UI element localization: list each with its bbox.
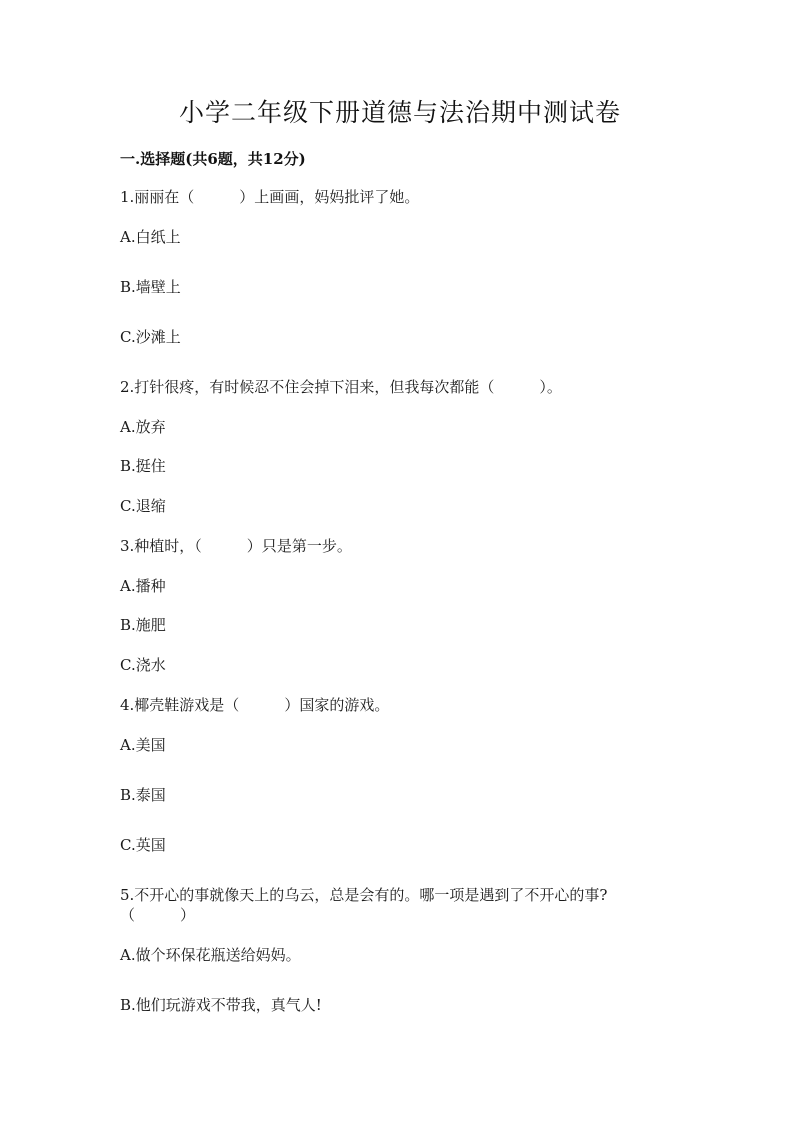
question-2-option-a: A.放弃 xyxy=(120,418,166,436)
question-5-option-a: A.做个环保花瓶送给妈妈。 xyxy=(120,946,301,964)
question-1-option-a: A.白纸上 xyxy=(120,228,181,246)
question-1-option-c: C.沙滩上 xyxy=(120,328,181,346)
question-4-stem: 4.椰壳鞋游戏是（ ）国家的游戏。 xyxy=(120,696,390,714)
question-2-option-c: C.退缩 xyxy=(120,497,166,515)
question-4-option-c: C.英国 xyxy=(120,836,166,854)
question-5-stem-continuation: （ ） xyxy=(120,906,196,924)
question-5-stem: 5.不开心的事就像天上的乌云，总是会有的。哪一项是遇到了不开心的事? xyxy=(120,886,608,904)
question-2-stem: 2.打针很疼，有时候忍不住会掉下泪来，但我每次都能（ ）。 xyxy=(120,378,562,396)
question-1-stem: 1.丽丽在（ ）上画画，妈妈批评了她。 xyxy=(120,188,420,206)
question-1-option-b: B.墙壁上 xyxy=(120,278,181,296)
question-3-option-c: C.浇水 xyxy=(120,656,166,674)
question-4-option-b: B.泰国 xyxy=(120,786,166,804)
page-title: 小学二年级下册道德与法治期中测试卷 xyxy=(178,98,621,127)
question-5-option-b: B.他们玩游戏不带我，真气人! xyxy=(120,996,322,1014)
section-heading: 一.选择题(共6题，共12分) xyxy=(120,150,306,168)
question-2-option-b: B.挺住 xyxy=(120,457,166,475)
question-3-option-a: A.播种 xyxy=(120,577,166,595)
question-3-option-b: B.施肥 xyxy=(120,616,166,634)
question-4-option-a: A.美国 xyxy=(120,736,166,754)
question-3-stem: 3.种植时，（ ）只是第一步。 xyxy=(120,537,352,555)
